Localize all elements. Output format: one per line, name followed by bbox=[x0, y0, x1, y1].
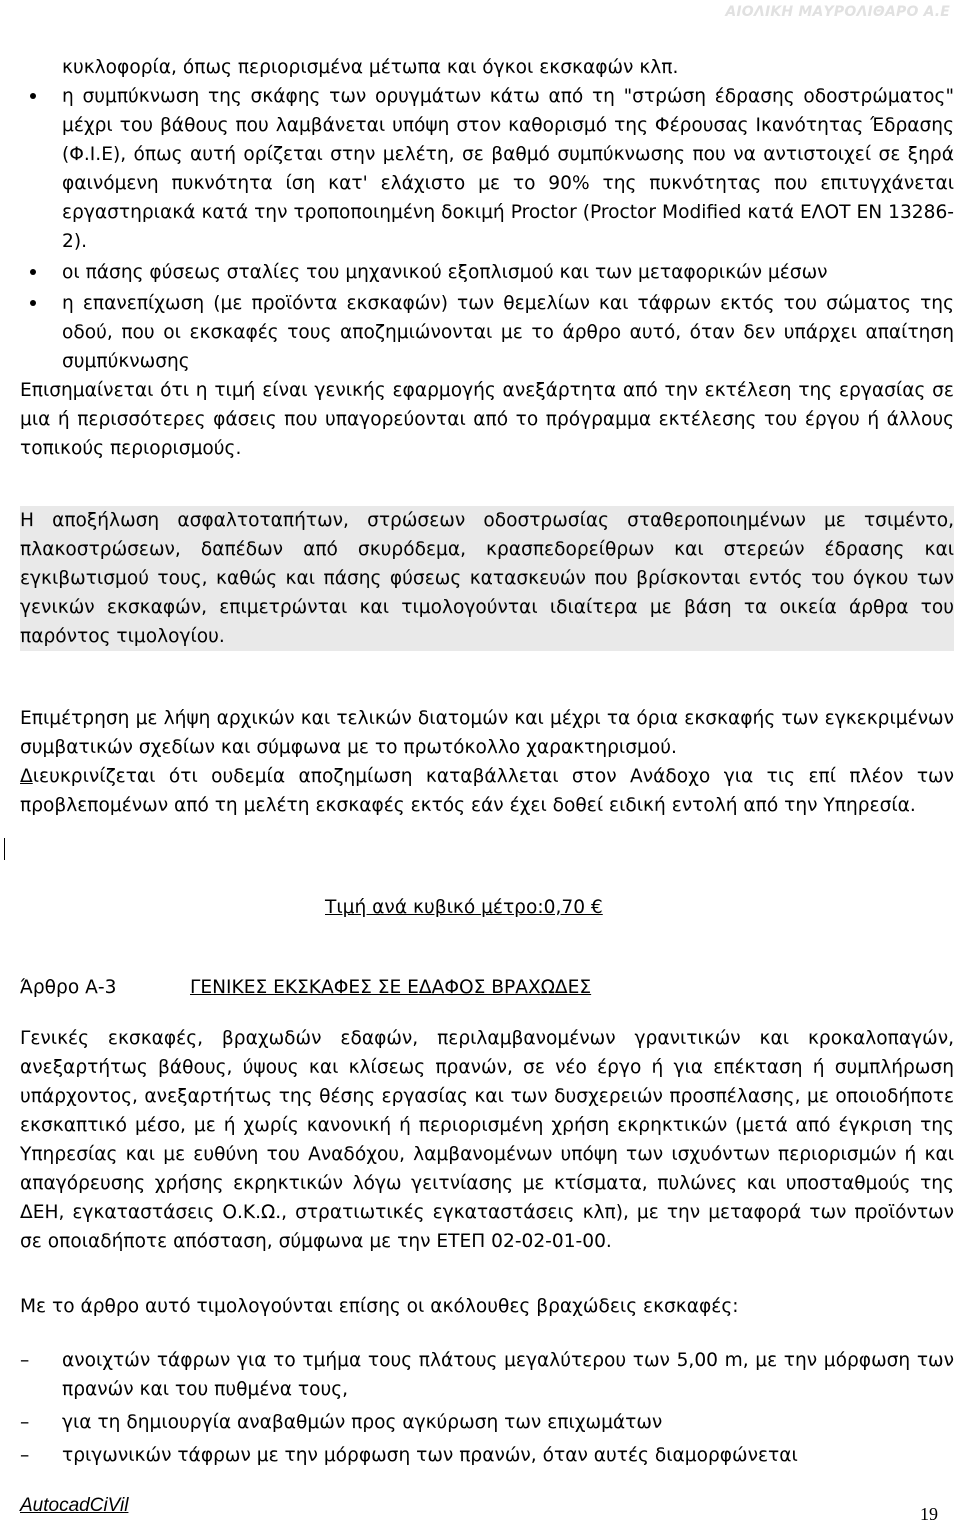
footer-label: AutocadCiVil bbox=[20, 1495, 129, 1516]
top-section bbox=[20, 53, 954, 463]
dash-item-text: ανοιχτών τάφρων για το τμήμα τους πλάτους μεγαλύτερου των 5,00 m, με την μόρφωση των πρανών και του πυθμένα τους, bbox=[62, 1350, 954, 1400]
bullet-item bbox=[20, 289, 954, 376]
dash-marker: – bbox=[20, 1445, 30, 1466]
dash-list bbox=[20, 1346, 954, 1470]
bullet-text: η συμπύκνωση της σκάφης των ορυγμάτων κάτω από τη "στρώση έδρασης οδοστρώματος" μέχρι του βάθους που λαμβάνεται υπόψη στον καθορισμό της Φέρουσας Ικανότητας Έδρασης (Φ.Ι.Ε), όπως αυτή ορίζεται στην μελέτη, σε βαθμό συμπύκνωσης που να αντιστοιχεί σε ξηρά φαινόμενη πυκνότητα ίση κατ' ελάχιστο με το 90% της πυκνότητας που επιτυγχάνεται εργαστηριακά κατά την τροποποιημένη δοκιμή Proctor (Proctor Modified κατά ΕΛΟΤ ΕΝ 13286-2). bbox=[62, 86, 954, 252]
page-number: 19 bbox=[920, 1504, 938, 1524]
bullet-dot-icon bbox=[30, 300, 36, 306]
header-title: ΑΙΟΛΙΚΗ ΜΑΥΡΟΛΙΘΑΡΟ Α.Ε bbox=[725, 4, 950, 20]
article-body-section bbox=[20, 1024, 954, 1256]
bullet-dot-icon bbox=[30, 269, 36, 275]
bullet-text: η επανεπίχωση (με προϊόντα εκσκαφών) των θεμελίων και τάφρων εκτός του σώματος της οδού, που οι εκσκαφές τους αποζημιώνονται με το άρθρο αυτό, όταν δεν υπάρχει απαίτηση συμπύκνωσης bbox=[62, 293, 954, 372]
bullet-text: οι πάσης φύσεως σταλίες του μηχανικού εξοπλισμού και των μεταφορικών μέσων bbox=[62, 262, 828, 283]
bullet-dot-icon bbox=[30, 93, 36, 99]
article-intro: Με το άρθρο αυτό τιμολογούνται επίσης οι ακόλουθες βραχώδεις εκσκαφές: bbox=[20, 1296, 739, 1317]
article-intro-section bbox=[20, 1292, 954, 1321]
measurement-paragraph: Επιμέτρηση με λήψη αρχικών και τελικών διατομών και μέχρι τα όρια εκσκαφής των εγκεκριμένων συμβατικών σχεδίων και σύμφωνα με το πρωτόκολλο χαρακτηρισμού. bbox=[20, 708, 954, 758]
highlighted-paragraph: Η αποξήλωση ασφαλτοταπήτων, στρώσεων οδοστρωσίας σταθεροποιημένων με τσιμέντο, πλακοστρώσεων, δαπέδων από σκυρόδεμα, κρασπεδορείθρων και στερεών έδρασης και εγκιβωτισμού τους, καθώς και πάσης φύσεως κατασκευών που βρίσκονται εντός του όγκου των γενικών εκσκαφών, επιμετρώνται και τιμολογούνται ιδιαίτερα με βάση τα οικεία άρθρα του παρόντος τιμολογίου. bbox=[20, 506, 954, 651]
clarification-first-letter: Δ bbox=[20, 766, 33, 787]
note-paragraph: Επισημαίνεται ότι η τιμή είναι γενικής εφαρμογής ανεξάρτητα από την εκτέλεση της εργασίας σε μια ή περισσότερες φάσεις που υπαγορεύονται από το πρόγραμμα εκτέλεσης του έργου ή άλλους τοπικούς περιορισμούς. bbox=[20, 380, 954, 459]
article-title-text: ΓΕΝΙΚΕΣ ΕΚΣΚΑΦΕΣ ΣΕ ΕΔΑΦΟΣ ΒΡΑΧΩΔΕΣ bbox=[190, 977, 592, 998]
dash-item bbox=[20, 1441, 954, 1470]
bullet-item bbox=[20, 258, 954, 287]
article-title bbox=[190, 973, 591, 1002]
dash-item bbox=[20, 1346, 954, 1404]
clarification-text: ιευκρινίζεται ότι ουδεμία αποζημίωση καταβάλλεται στον Ανάδοχο για τις επί πλέον των προβλεπομένων από τη μελέτη εκσκαφές εκτός εάν έχει δοθεί ειδική εντολή από την Υπηρεσία. bbox=[20, 766, 954, 816]
dash-marker: – bbox=[20, 1412, 30, 1433]
margin-change-bar bbox=[4, 838, 5, 860]
dash-item-text: τριγωνικών τάφρων με την μόρφωση των πρανών, όταν αυτές διαμορφώνεται bbox=[62, 1445, 798, 1466]
dash-item bbox=[20, 1408, 954, 1437]
article-number: Άρθρο Α-3 bbox=[20, 977, 117, 998]
continuation-text: κυκλοφορία, όπως περιορισμένα μέτωπα και όγκοι εκσκαφών κλπ. bbox=[62, 57, 679, 78]
price-text: Τιμή ανά κυβικό μέτρο:0,70 € bbox=[325, 897, 603, 918]
measurement-section bbox=[20, 704, 954, 820]
price-line bbox=[325, 893, 603, 922]
dash-marker: – bbox=[20, 1350, 30, 1371]
clarification-paragraph bbox=[20, 762, 954, 820]
bullet-item bbox=[20, 82, 954, 256]
dash-item-text: για τη δημιουργία αναβαθμών προς αγκύρωση των επιχωμάτων bbox=[62, 1412, 663, 1433]
article-body: Γενικές εκσκαφές, βραχωδών εδαφών, περιλαμβανομένων γρανιτικών και κροκαλοπαγών, ανεξαρτήτως βάθους, ύψους και κλίσεως πρανών, σε νέο έργο ή για επέκταση ή συμπλήρωση υπάρχοντος, ανεξαρτήτως της θέσης εργασίας και των δυσχερειών προσπέλασης, με οποιοδήποτε εκσκαπτικό μέσο, με ή χωρίς κανονική ή περιορισμένη χρήση εκρηκτικών (μετά από έγκριση της Υπηρεσίας και με ευθύνη του Αναδόχου, λαμβανομένων υπόψη των ισχυόντων περιορισμών ή και απαγόρευσης χρήσης εκρηκτικών λόγω γειτνίασης με κτίσματα, πυλώνες και υποσταθμούς της ΔΕΗ, εγκαταστάσεις Ο.Κ.Ω., στρατιωτικές εγκαταστάσεις κλπ), με την μεταφορά των προϊόντων σε οποιαδήποτε απόσταση, σύμφωνα με την ΕΤΕΠ 02-02-01-00. bbox=[20, 1028, 954, 1252]
highlighted-section bbox=[20, 506, 954, 651]
